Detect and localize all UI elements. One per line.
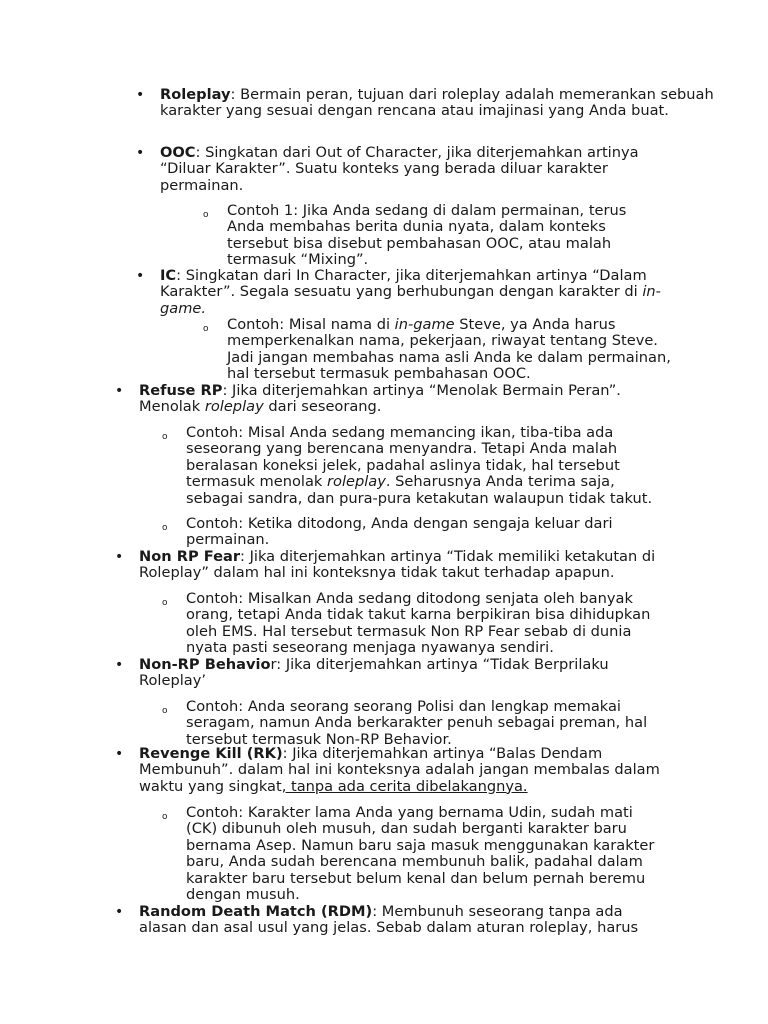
sub-item-italic: roleplay <box>327 473 386 491</box>
term-rest: r <box>270 656 277 673</box>
list-item-ic <box>160 268 680 317</box>
list-item-ooc <box>160 145 665 194</box>
item-text: : Bermain peran, tujuan dari roleplay adalah memerankan sebuah karakter yang sesuai dengan rencana atau imajinasi yang Anda buat. <box>160 86 714 120</box>
sub-item-text: Contoh 1: Jika Anda sedang di dalam permainan, terus Anda membahas berita dunia nyata, dalam konteks tersebut bisa disebut pembahasan OOC, atau malah termasuk “Mixing”. <box>227 202 627 269</box>
list-item-revenge-kill <box>139 746 679 795</box>
sub-item-ooc-example <box>227 203 657 269</box>
term-ooc: OOC <box>160 144 196 161</box>
sub-list-bullet: o <box>203 210 209 220</box>
sub-item-text: Contoh: Misal nama di <box>227 316 395 333</box>
sub-list-bullet: o <box>162 706 168 716</box>
list-item-roleplay <box>160 87 720 120</box>
sub-item-text: Contoh: Karakter lama Anda yang bernama Udin, sudah mati (CK) dibunuh oleh musuh, dan sudah berganti karakter baru bernama Asep. Namun baru saja masuk menggunakan karakter baru, Anda sudah berencana membunuh balik, padahal dalam karakter baru tersebut belum kenal dan belum pernah beremu dengan musuh. <box>186 804 655 904</box>
item-text: : Singkatan dari Out of Character, jika diterjemahkan artinya “Diluar Karakter”. Suatu konteks yang berada diluar karakter permainan. <box>160 144 639 194</box>
item-text: dari seseorang. <box>263 398 382 416</box>
term-non-rp-behavior: Non-RP Behavio <box>139 656 271 673</box>
item-text: : Membunuh seseorang tanpa ada alasan dan asal usul yang jelas. Sebab dalam aturan roleplay, harus <box>139 903 639 937</box>
sub-item-text: . Seharusnya Anda terima saja, sebagai sandra, dan pura-pura ketakutan walaupun tidak takut. <box>186 473 653 507</box>
term-refuse-rp: Refuse RP <box>139 382 223 399</box>
list-bullet: • <box>136 87 145 103</box>
item-italic: in-game. <box>160 283 661 317</box>
item-text: : Jika diterjemahkan artinya “Tidak Berprilaku Roleplay’ <box>139 656 609 690</box>
item-italic: roleplay <box>204 398 264 416</box>
sub-list-bullet: o <box>162 812 168 822</box>
sub-item-revenge-kill-example <box>186 805 666 903</box>
sub-item-refuse-rp-example-2 <box>186 516 636 549</box>
list-bullet: • <box>115 657 124 673</box>
sub-item-non-rp-fear-example <box>186 591 676 657</box>
item-text: : Jika diterjemahkan artinya “Menolak Bermain Peran”. Menolak <box>139 382 621 416</box>
item-text: : Jika diterjemahkan artinya “Balas Dendam Membunuh”. dalam hal ini konteksnya adalah jangan membalas dalam waktu yang singkat <box>139 745 660 795</box>
term-rdm: Random Death Match (RDM) <box>139 903 373 920</box>
list-bullet: • <box>115 549 124 565</box>
sub-item-text: Contoh: Misalkan Anda sedang ditodong senjata oleh banyak orang, tetapi Anda tidak takut karna berpikiran bisa dihidupkan oleh EMS. Hal tersebut termasuk Non RP Fear sebab di dunia nyata pasti seseorang menjaga nyawanya sendiri. <box>186 590 651 657</box>
item-text: : Jika diterjemahkan artinya “Tidak memiliki ketakutan di Roleplay” dalam hal ini konteksnya tidak takut terhadap apapun. <box>139 548 656 582</box>
sub-item-text: Contoh: Misal Anda sedang memancing ikan, tiba-tiba ada seseorang yang berencana menyandra. Tetapi Anda malah beralasan koneksi jelek, padahal aslinya tidak, hal tersebut termasuk menolak <box>186 424 620 491</box>
item-text: : Singkatan dari In Character, jika diterjemahkan artinya “Dalam Karakter”. Segala sesuatu yang berhubungan dengan karakter di <box>160 267 647 301</box>
term-non-rp-fear: Non RP Fear <box>139 548 241 565</box>
list-bullet: • <box>136 268 145 284</box>
sub-item-italic: in-game <box>394 316 455 333</box>
sub-list-bullet: o <box>162 598 168 608</box>
list-bullet: • <box>136 145 145 161</box>
list-item-non-rp-fear <box>139 549 679 582</box>
sub-list-bullet: o <box>203 324 209 334</box>
sub-item-refuse-rp-example-1 <box>186 425 676 507</box>
sub-item-text: Contoh: Anda seorang seorang Polisi dan lengkap memakai seragam, namun Anda berkarakter penuh sebagai preman, hal tersebut termasuk Non-RP Behavior. <box>186 698 648 748</box>
list-bullet: • <box>115 904 124 920</box>
sub-list-bullet: o <box>162 432 168 442</box>
list-item-refuse-rp <box>139 383 649 416</box>
term-revenge-kill: Revenge Kill (RK) <box>139 745 283 762</box>
sub-list-bullet: o <box>162 523 168 533</box>
sub-item-ic-example <box>227 317 677 383</box>
list-item-rdm <box>139 904 649 937</box>
sub-item-text: Steve, ya Anda harus memperkenalkan nama, pekerjaan, riwayat tentang Steve. Jadi jangan membahas nama asli Anda ke dalam permainan, hal tersebut termasuk pembahasan OOC. <box>227 316 671 383</box>
list-bullet: • <box>115 383 124 399</box>
sub-item-non-rp-behavior-example <box>186 699 666 748</box>
list-item-non-rp-behavior <box>139 657 659 690</box>
sub-item-text: Contoh: Ketika ditodong, Anda dengan sengaja keluar dari permainan. <box>186 515 613 549</box>
term-roleplay: Roleplay <box>160 86 231 103</box>
list-bullet: • <box>115 746 124 762</box>
item-underline: , tanpa ada cerita dibelakangnya. <box>281 777 528 795</box>
term-ic: IC <box>160 267 177 284</box>
